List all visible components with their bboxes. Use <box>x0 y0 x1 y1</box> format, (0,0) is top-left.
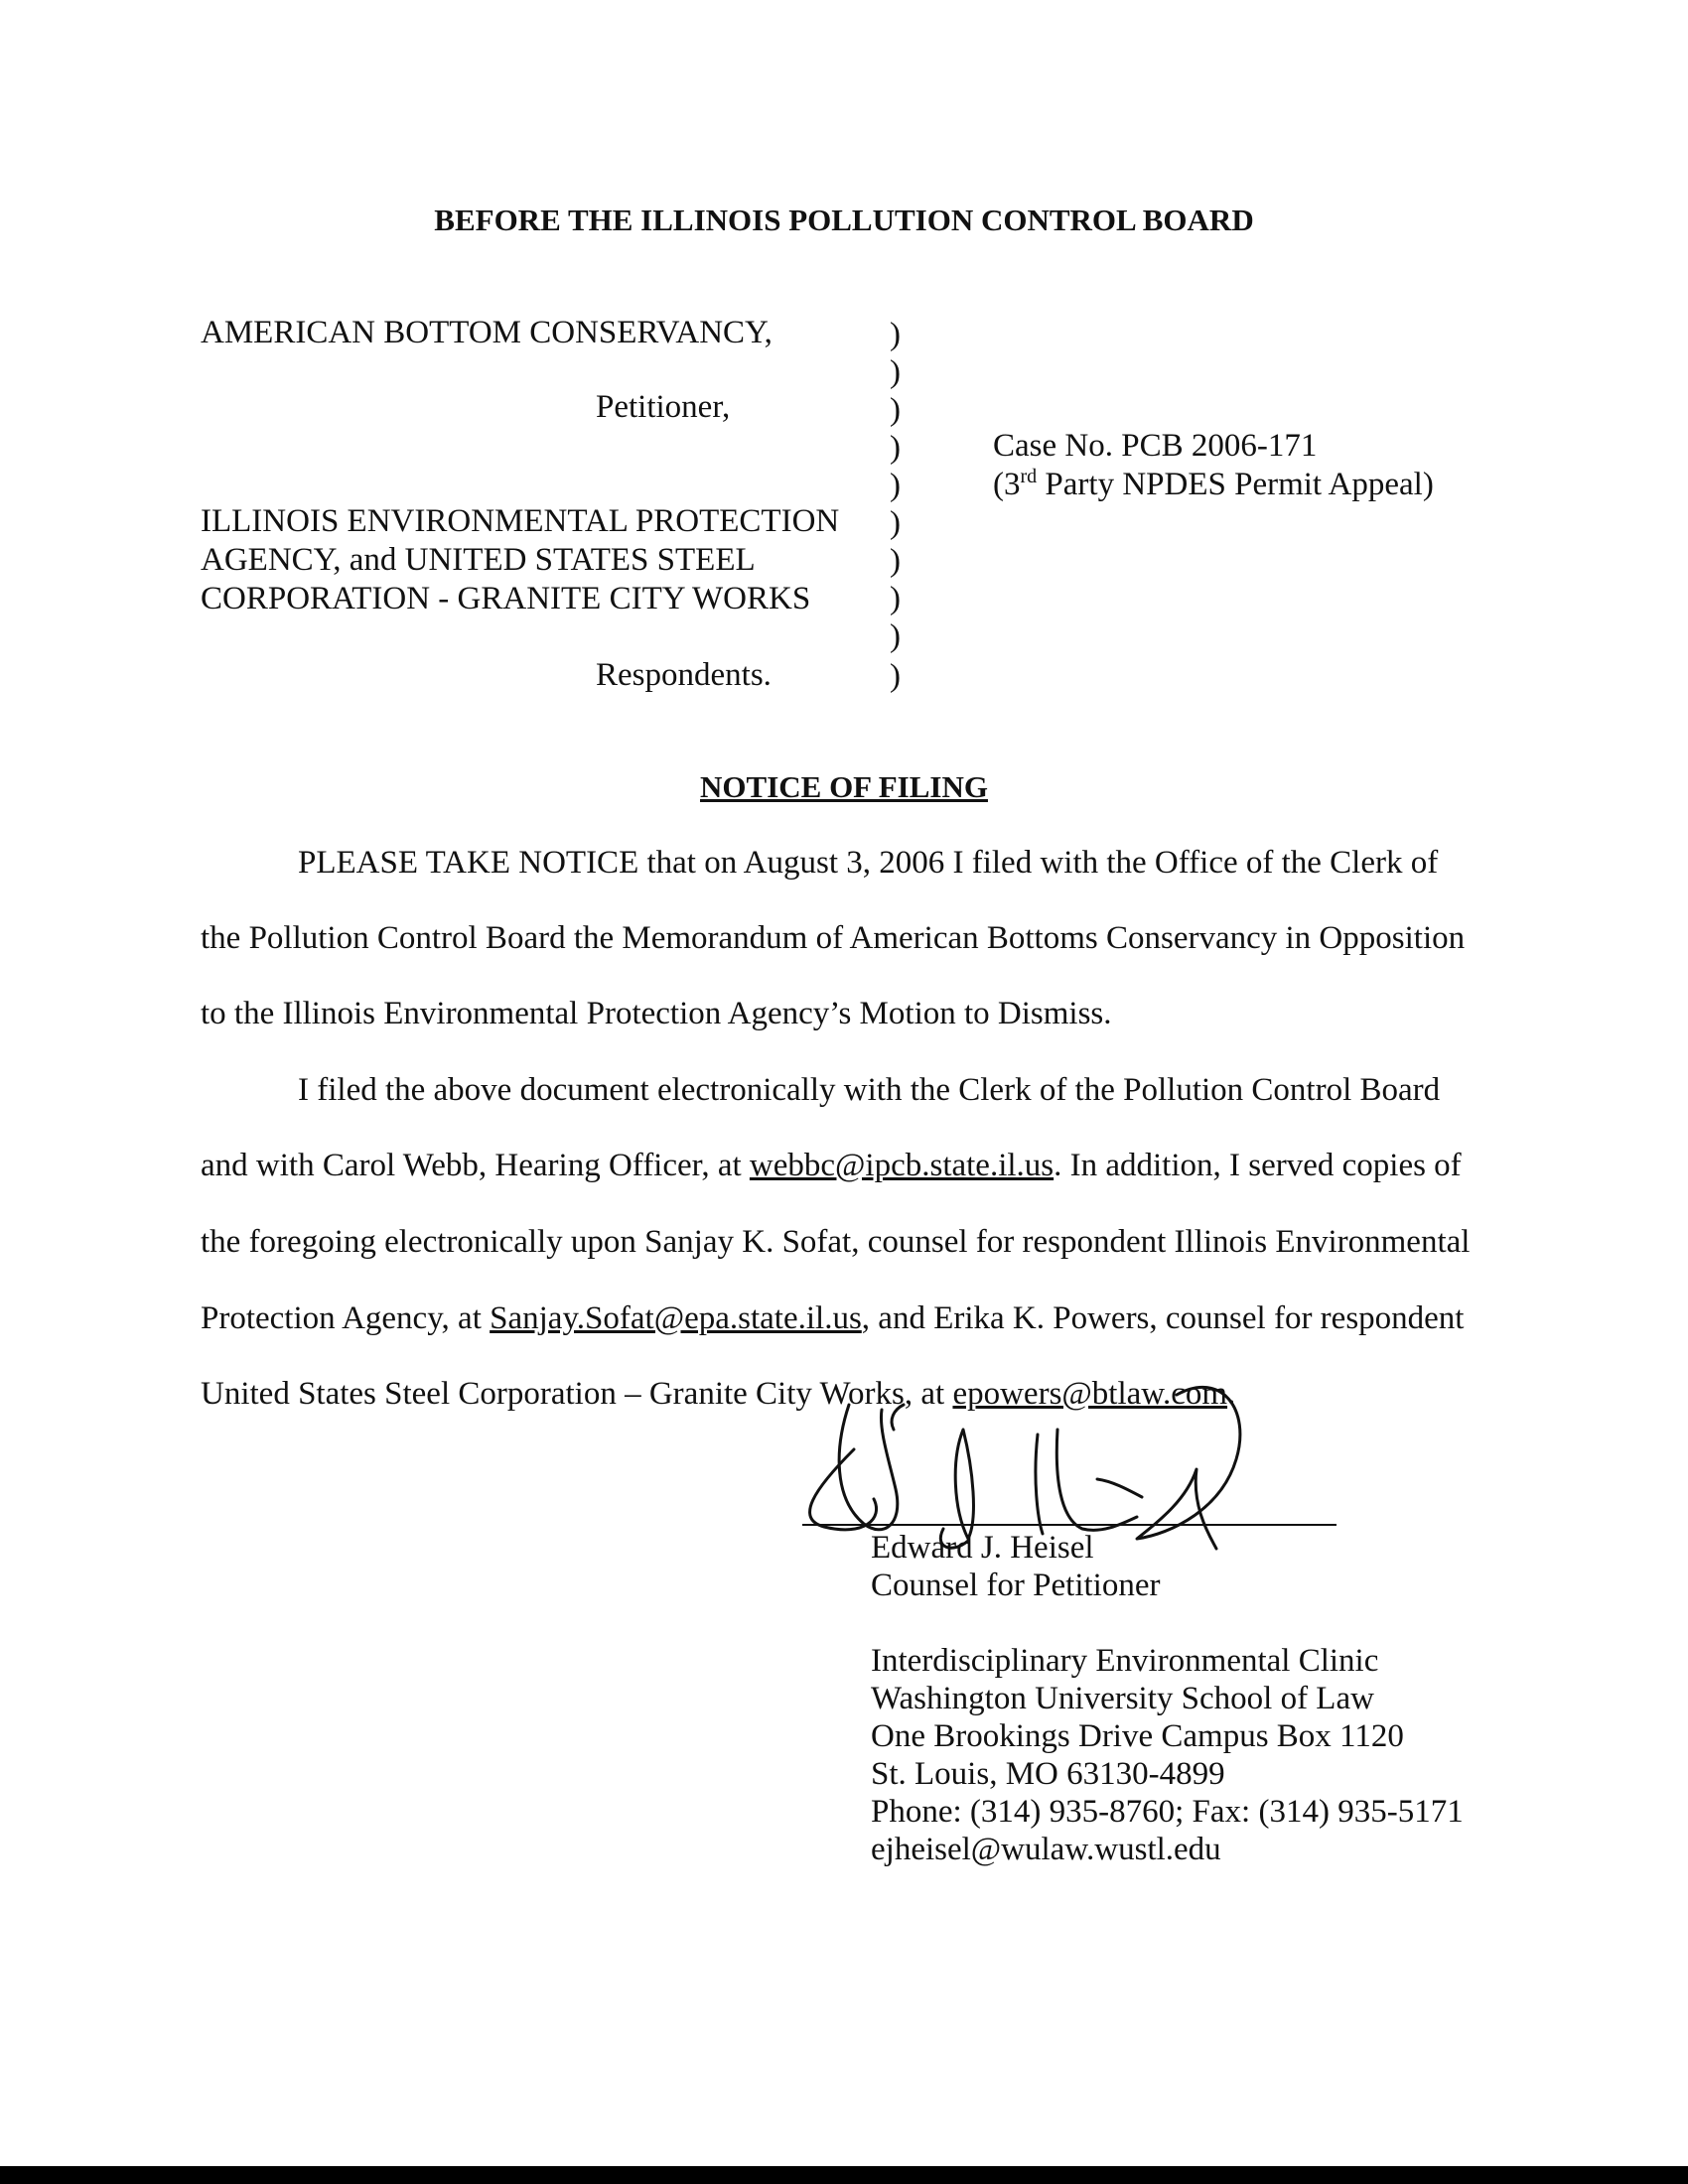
handwritten-signature <box>794 1350 1311 1559</box>
para2-line-5-post: . <box>1227 1376 1236 1412</box>
hearing-officer-email-link[interactable]: webbc@ipcb.state.il.us <box>749 1148 1055 1183</box>
address-line-4: St. Louis, MO 63130-4899 <box>871 1756 1225 1792</box>
appeal-superscript: rd <box>1020 466 1038 487</box>
caption-paren: ) <box>890 618 901 654</box>
signature-stroke <box>1097 1479 1142 1497</box>
caption-paren: ) <box>890 543 901 579</box>
para2-line-4 <box>201 1299 1464 1337</box>
powers-email-link[interactable]: epowers@btlaw.com <box>952 1376 1228 1412</box>
petitioner-name: AMERICAN BOTTOM CONSERVANCY, <box>201 315 773 350</box>
address-line-3: One Brookings Drive Campus Box 1120 <box>871 1718 1404 1754</box>
signature-line <box>802 1524 1336 1526</box>
signature-stroke <box>955 1430 973 1539</box>
para1-line-3: to the Illinois Environmental Protection Agency’s Motion to Dismiss. <box>201 996 1112 1031</box>
caption-paren: ) <box>890 430 901 466</box>
petitioner-role: Petitioner, <box>596 389 731 425</box>
case-number: Case No. PCB 2006-171 <box>993 428 1318 464</box>
para2-line-3: the foregoing electronically upon Sanjay K. Sofat, counsel for respondent Illinois Environmental <box>201 1224 1471 1260</box>
para2-line-1: I filed the above document electronically with the Clerk of the Pollution Control Board <box>298 1072 1441 1108</box>
respondent-role: Respondents. <box>596 657 772 693</box>
signature-stroke <box>1036 1434 1043 1534</box>
scan-bottom-edge <box>0 2166 1688 2184</box>
respondent-line-1: ILLINOIS ENVIRONMENTAL PROTECTION <box>201 503 840 539</box>
caption-paren: ) <box>890 317 901 352</box>
appeal-suffix: Party NPDES Permit Appeal) <box>1037 467 1434 502</box>
caption-paren: ) <box>890 505 901 541</box>
caption-paren: ) <box>890 581 901 616</box>
signature-stroke <box>839 1405 898 1530</box>
signer-name: Edward J. Heisel <box>871 1530 1094 1566</box>
caption-paren: ) <box>890 392 901 428</box>
address-line-1: Interdisciplinary Environmental Clinic <box>871 1643 1379 1679</box>
signer-title: Counsel for Petitioner <box>871 1568 1161 1603</box>
sofat-email-link[interactable]: Sanjay.Sofat@epa.state.il.us <box>490 1300 862 1336</box>
caption-paren: ) <box>890 468 901 503</box>
address-line-5: Phone: (314) 935-8760; Fax: (314) 935-5171 <box>871 1794 1464 1830</box>
signature-stroke <box>892 1405 904 1430</box>
para2-line-2-post: . In addition, I served copies of <box>1054 1148 1462 1183</box>
para2-line-5-pre: United States Steel Corporation – Granite City Works, at <box>201 1376 953 1412</box>
caption-paren: ) <box>890 354 901 390</box>
para2-line-4-post: , and Erika K. Powers, counsel for respondent <box>861 1300 1465 1336</box>
para2-line-4-pre: Protection Agency, at <box>201 1300 491 1336</box>
para2-line-2-pre: and with Carol Webb, Hearing Officer, at <box>201 1148 750 1183</box>
notice-title: NOTICE OF FILING <box>700 769 988 804</box>
appeal-type <box>993 466 1434 503</box>
para2-line-2 <box>201 1147 1462 1184</box>
para1-line-2: the Pollution Control Board the Memorandum of American Bottoms Conservancy in Opposition <box>201 920 1466 956</box>
appeal-prefix: (3 <box>993 467 1021 502</box>
address-line-2: Washington University School of Law <box>871 1681 1374 1716</box>
caption-paren: ) <box>890 658 901 694</box>
para1-line-1: PLEASE TAKE NOTICE that on August 3, 2006 I filed with the Office of the Clerk of <box>298 845 1439 881</box>
address-email[interactable]: ejheisel@wulaw.wustl.edu <box>871 1832 1221 1867</box>
page-title: BEFORE THE ILLINOIS POLLUTION CONTROL BOARD <box>434 203 1254 237</box>
respondent-line-3: CORPORATION - GRANITE CITY WORKS <box>201 581 811 616</box>
respondent-line-2: AGENCY, and UNITED STATES STEEL <box>201 542 756 578</box>
